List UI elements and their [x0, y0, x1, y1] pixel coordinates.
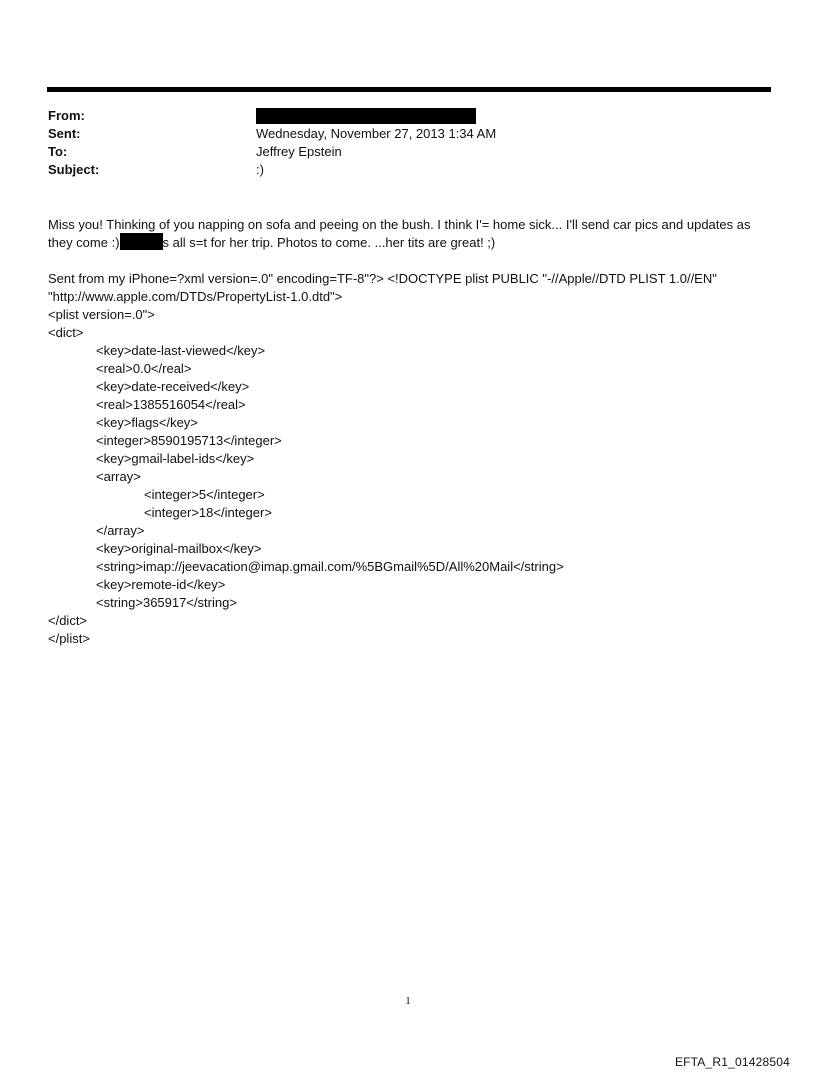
redaction-block [120, 233, 163, 250]
signature-line: <plist version=.0"> [48, 307, 155, 322]
plist-line: <integer>18</integer> [144, 505, 272, 520]
sent-value: Wednesday, November 27, 2013 1:34 AM [256, 126, 497, 141]
plist-line: <key>flags</key> [96, 415, 198, 430]
plist-line: <real>1385516054</real> [96, 397, 246, 412]
sent-label: Sent: [48, 126, 81, 141]
email-body [48, 216, 770, 648]
plist-line: <real>0.0</real> [96, 361, 192, 376]
from-label: From: [48, 108, 85, 123]
signature-line: Sent from my iPhone=?xml version=.0" encoding=TF-8"?> <!DOCTYPE plist PUBLIC "-//Apple//DTD PLIST 1.0//EN" [48, 271, 717, 286]
sent-row [48, 125, 768, 143]
closing-line: </dict> [48, 613, 88, 628]
subject-value: :) [256, 162, 264, 177]
from-value [256, 107, 476, 125]
top-divider [47, 87, 771, 92]
signature-line: <dict> [48, 325, 84, 340]
to-value: Jeffrey Epstein [256, 144, 342, 159]
subject-row [48, 161, 768, 179]
plist-line: <integer>5</integer> [144, 487, 265, 502]
to-row [48, 143, 768, 161]
plist-line: <key>date-received</key> [96, 379, 250, 394]
to-label: To: [48, 144, 68, 159]
message-text [48, 216, 770, 252]
page-number: 1 [405, 995, 411, 1007]
plist-line: <key>remote-id</key> [96, 577, 226, 592]
from-row [48, 107, 768, 125]
message-part-1: Miss you! Thinking of you napping on sofa and peeing on the bush. I think I'= home sick... I'll send car pics and updates as they come :) [48, 217, 751, 250]
plist-line: <array> [96, 469, 141, 484]
document-id: EFTA_R1_01428504 [674, 1055, 790, 1069]
plist-line: <key>gmail-label-ids</key> [96, 451, 255, 466]
plist-line: <string>365917</string> [96, 595, 237, 610]
signature-line: "http://www.apple.com/DTDs/PropertyList-1.0.dtd"> [48, 289, 343, 304]
subject-label: Subject: [48, 162, 100, 177]
plist-line: <key>original-mailbox</key> [96, 541, 262, 556]
plist-line: </array> [96, 523, 145, 538]
plist-line: <string>imap://jeevacation@imap.gmail.com/%5BGmail%5D/All%20Mail</string> [96, 559, 564, 574]
closing-line: </plist> [48, 631, 90, 646]
redaction-block [256, 108, 476, 124]
email-header [48, 107, 768, 179]
plist-line: <integer>8590195713</integer> [96, 433, 282, 448]
plist-line: <key>date-last-viewed</key> [96, 343, 266, 358]
message-part-2: s all s=t for her trip. Photos to come. ...her tits are great! ;) [162, 235, 496, 250]
spacer [48, 252, 770, 270]
